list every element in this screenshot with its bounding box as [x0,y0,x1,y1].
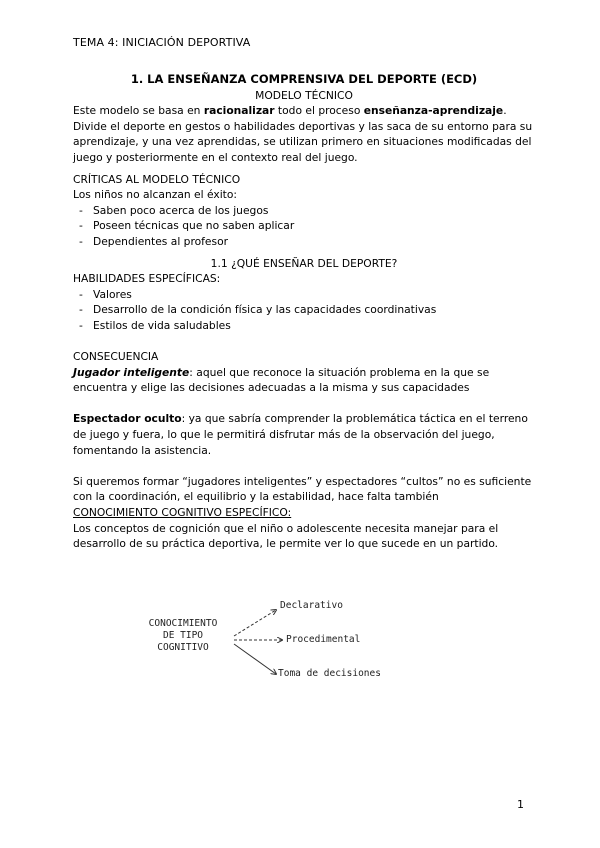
espectador-paragraph [73,411,535,458]
criticas-heading: CRÍTICAS AL MODELO TÉCNICO [73,172,241,186]
diagram-target-declarativo: Declarativo [280,600,343,611]
espectador-term: Espectador oculto [73,412,182,426]
intro-paragraph-1 [73,103,535,119]
habilidades-list [73,287,535,334]
conocimiento-heading: CONOCIMIENTO COGNITIVO ESPECÍFICO: [73,506,292,520]
diagram-target-toma-decisiones: Toma de decisiones [278,668,381,679]
bold-term-racionalizar: racionalizar [203,104,275,118]
document-header: TEMA 4: INICIACIÓN DEPORTIVA [73,36,251,49]
list-item: - Estilos de vida saludables [73,318,535,334]
document-body [73,72,535,552]
habilidades-heading: HABILIDADES ESPECÍFICAS: [73,272,221,286]
list-item: - Desarrollo de la condición física y las capacidades coordinativas [73,302,535,318]
conocimiento-paragraph: Los conceptos de cognición que el niño o adolescente necesita manejar para el desarrollo de su práctica deportiva, le permite ver lo que sucede en un partido. [73,521,499,551]
criticas-list [73,203,535,250]
subsection-title: 1.1 ¿QUÉ ENSEÑAR DEL DEPORTE? [210,256,398,270]
intro-text: todo el proceso [274,104,364,118]
section-title: 1. LA ENSEÑANZA COMPRENSIVA DEL DEPORTE (ECD) [130,72,478,86]
section-subtitle: MODELO TÉCNICO [255,88,353,102]
intro-text: . [503,104,507,118]
list-item: - Valores [73,287,535,303]
page-number: 1 [517,798,524,811]
criticas-lead: Los niños no alcanzan el éxito: [73,188,238,202]
intro-paragraph-2: Divide el deporte en gestos o habilidades deportivas y las saca de su entorno para su aprendizaje, y una vez aprendidas, se utilizan primero en situaciones modificadas del juego y posteriormente en el contexto real del juego. [73,119,533,164]
list-item: - Dependientes al profesor [73,234,535,250]
jugador-text: : aquel que reconoce la situación problema en la que se encuentra y elige las decisiones adecuadas a la misma y sus capacidades [73,365,490,395]
consecuencia-heading: CONSECUENCIA [73,350,159,364]
diagram-source-line: CONOCIMIENTO [148,618,218,629]
arrow-to-declarativo [234,610,276,636]
diagram-source-line: COGNITIVO [157,642,209,653]
jugador-term: Jugador inteligente [73,365,190,379]
formar-paragraph: Si queremos formar “jugadores inteligentes” y espectadores “cultos” no es suficiente con la coordinación, el equilibrio y la estabilidad, hace falta también [73,474,532,504]
espectador-text: : ya que sabría comprender la problemática táctica en el terreno de juego y fuera, lo que le permitirá disfrutar más de la observación del juego, fomentando la asistencia. [73,412,528,457]
cognitive-knowledge-diagram [130,596,390,688]
intro-text: Este modelo se basa en [73,104,204,118]
arrow-to-toma-decisiones [234,644,276,674]
diagram-target-procedimental: Procedimental [286,634,361,645]
list-item: - Poseen técnicas que no saben aplicar [73,218,535,234]
diagram-source-line: DE TIPO [162,630,204,641]
jugador-paragraph [73,365,535,396]
bold-term-ensenanza: enseñanza-aprendizaje [363,104,504,118]
list-item: - Saben poco acerca de los juegos [73,203,535,219]
